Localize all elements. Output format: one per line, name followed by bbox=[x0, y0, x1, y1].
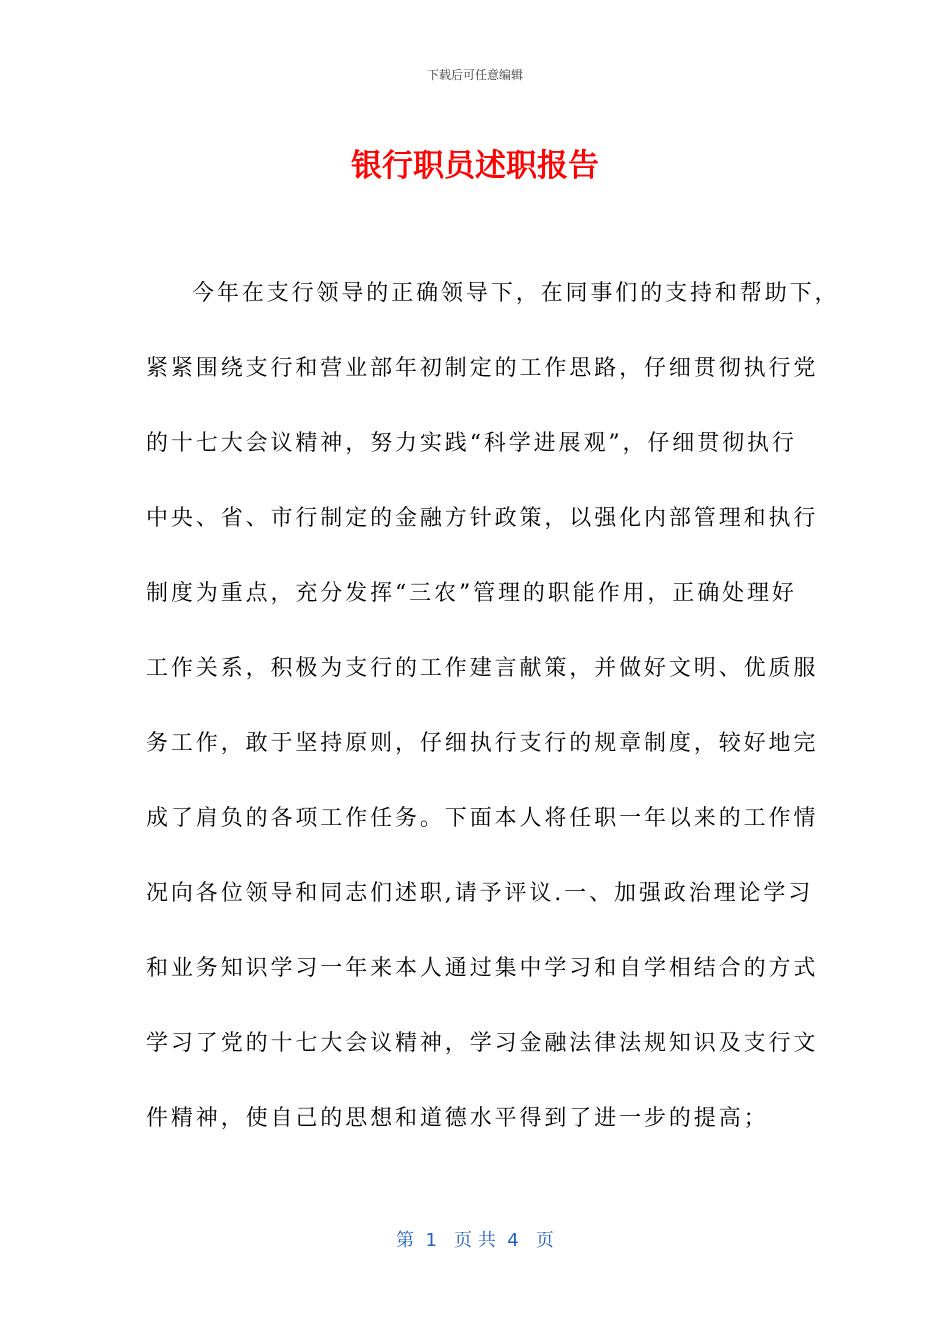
body-line: 和业务知识学习一年来本人通过集中学习和自学相结合的方式 bbox=[146, 956, 819, 981]
body-line: 制度为重点，充分发挥“三农”管理的职能作用，正确处理好 bbox=[146, 581, 797, 606]
body-line: 今年在支行领导的正确领导下，在同事们的支持和帮助下， bbox=[192, 281, 840, 306]
header-note: 下载后可任意编辑 bbox=[426, 68, 523, 82]
body-line: 中央、省、市行制定的金融方针政策，以强化内部管理和执行 bbox=[146, 506, 819, 531]
body-line: 工作关系，积极为支行的工作建言献策，并做好文明、优质服 bbox=[146, 656, 819, 681]
body-line: 况向各位领导和同志们述职,请予评议.一、加强政治理论学习 bbox=[146, 881, 814, 906]
body-line: 成了肩负的各项工作任务。下面本人将任职一年以来的工作情 bbox=[146, 806, 819, 831]
body-line: 的十七大会议精神，努力实践“科学进展观”，仔细贯彻执行 bbox=[146, 431, 797, 456]
body-line: 件精神，使自己的思想和道德水平得到了进一步的提高； bbox=[146, 1106, 769, 1131]
page-number-footer: 第 1 页 共 4 页 bbox=[396, 1230, 554, 1251]
body-line: 学习了党的十七大会议精神，学习金融法律法规知识及支行文 bbox=[146, 1031, 819, 1056]
body-line: 紧紧围绕支行和营业部年初制定的工作思路，仔细贯彻执行党 bbox=[146, 356, 819, 381]
document-title: 银行职员述职报告 bbox=[351, 148, 599, 184]
body-line: 务工作，敢于坚持原则，仔细执行支行的规章制度，较好地完 bbox=[146, 731, 819, 756]
